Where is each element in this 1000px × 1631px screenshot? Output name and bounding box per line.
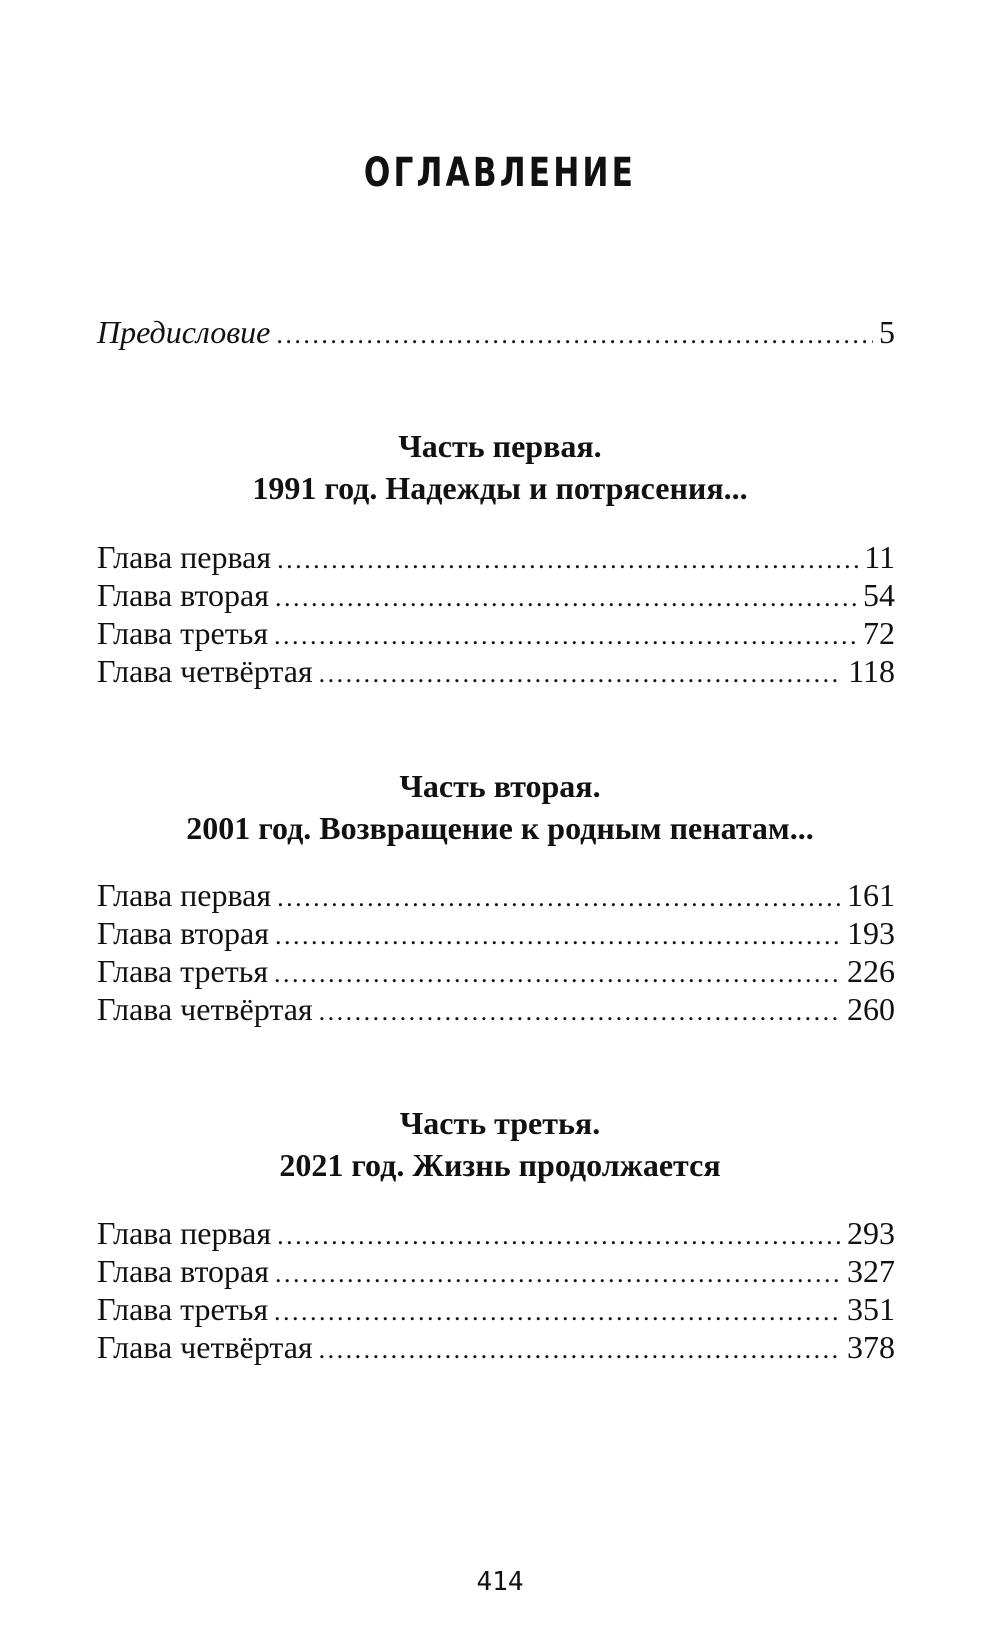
toc-entry-label: Предисловие (97, 314, 271, 350)
part-title: Часть первая. (398, 428, 602, 464)
dot-leader (275, 917, 841, 955)
dot-leader (319, 1331, 841, 1369)
toc-entry[interactable] (97, 576, 895, 617)
toc-entry[interactable] (97, 652, 895, 693)
toc-entry-label: Глава первая (97, 877, 272, 913)
toc-entry[interactable] (97, 1214, 895, 1255)
dot-leader (274, 955, 841, 993)
part-title: Часть третья. (399, 1105, 601, 1141)
part-subtitle: 2001 год. Возвращение к родным пенатам... (186, 810, 814, 846)
dot-leader (277, 879, 841, 917)
toc-entry[interactable] (97, 1252, 895, 1293)
dot-leader (276, 316, 873, 354)
toc-entry[interactable] (97, 614, 895, 655)
toc-entry-label: Глава третья (97, 953, 269, 989)
dot-leader (274, 617, 857, 655)
part-heading-3 (0, 1102, 1000, 1186)
toc-entry[interactable] (97, 876, 895, 917)
dot-leader (277, 541, 858, 579)
part-subtitle: 2021 год. Жизнь продолжается (279, 1147, 721, 1183)
toc-entry[interactable] (97, 538, 895, 579)
toc-entry[interactable] (97, 1290, 895, 1331)
part-subtitle: 1991 год. Надежды и потрясения... (252, 470, 748, 506)
dot-leader (274, 1293, 841, 1331)
toc-entry-page: 11 (864, 539, 895, 575)
toc-entry-page: 327 (847, 1253, 895, 1289)
toc-entry-label: Глава вторая (97, 577, 269, 613)
toc-entry-label: Глава первая (97, 539, 272, 575)
toc-entry-page: 118 (848, 653, 895, 689)
toc-entry[interactable] (97, 1328, 895, 1369)
toc-entry-label: Глава третья (97, 615, 269, 651)
toc-entry-label: Глава третья (97, 1291, 269, 1327)
toc-entry-page: 161 (847, 877, 895, 913)
toc-entry[interactable] (97, 952, 895, 993)
toc-entry-label: Глава четвёртая (97, 991, 313, 1027)
toc-entry-page: 54 (863, 577, 895, 613)
toc-entry[interactable] (97, 914, 895, 955)
dot-leader (275, 579, 857, 617)
dot-leader (277, 1217, 841, 1255)
dot-leader (275, 1255, 841, 1293)
toc-entry-page: 260 (847, 991, 895, 1027)
part-title: Часть вторая. (399, 768, 601, 804)
dot-leader (319, 655, 843, 693)
toc-entry-page: 5 (879, 314, 895, 350)
toc-entry-label: Глава вторая (97, 915, 269, 951)
toc-entry-label: Глава первая (97, 1215, 272, 1251)
toc-entry-page: 293 (847, 1215, 895, 1251)
toc-entry-page: 226 (847, 953, 895, 989)
part-heading-1 (0, 425, 1000, 509)
toc-entry-preface[interactable] (97, 313, 895, 354)
toc-entry-label: Глава вторая (97, 1253, 269, 1289)
dot-leader (319, 993, 841, 1031)
toc-entry-page: 378 (847, 1329, 895, 1365)
page-title: ОГЛАВЛЕНИЕ (363, 150, 637, 196)
toc-entry-page: 351 (847, 1291, 895, 1327)
toc-entry-page: 72 (863, 615, 895, 651)
page-number: 414 (476, 1567, 524, 1597)
toc-entry-label: Глава четвёртая (97, 653, 313, 689)
toc-entry-page: 193 (847, 915, 895, 951)
toc-entry[interactable] (97, 990, 895, 1031)
toc-entry-label: Глава четвёртая (97, 1329, 313, 1365)
part-heading-2 (0, 765, 1000, 849)
